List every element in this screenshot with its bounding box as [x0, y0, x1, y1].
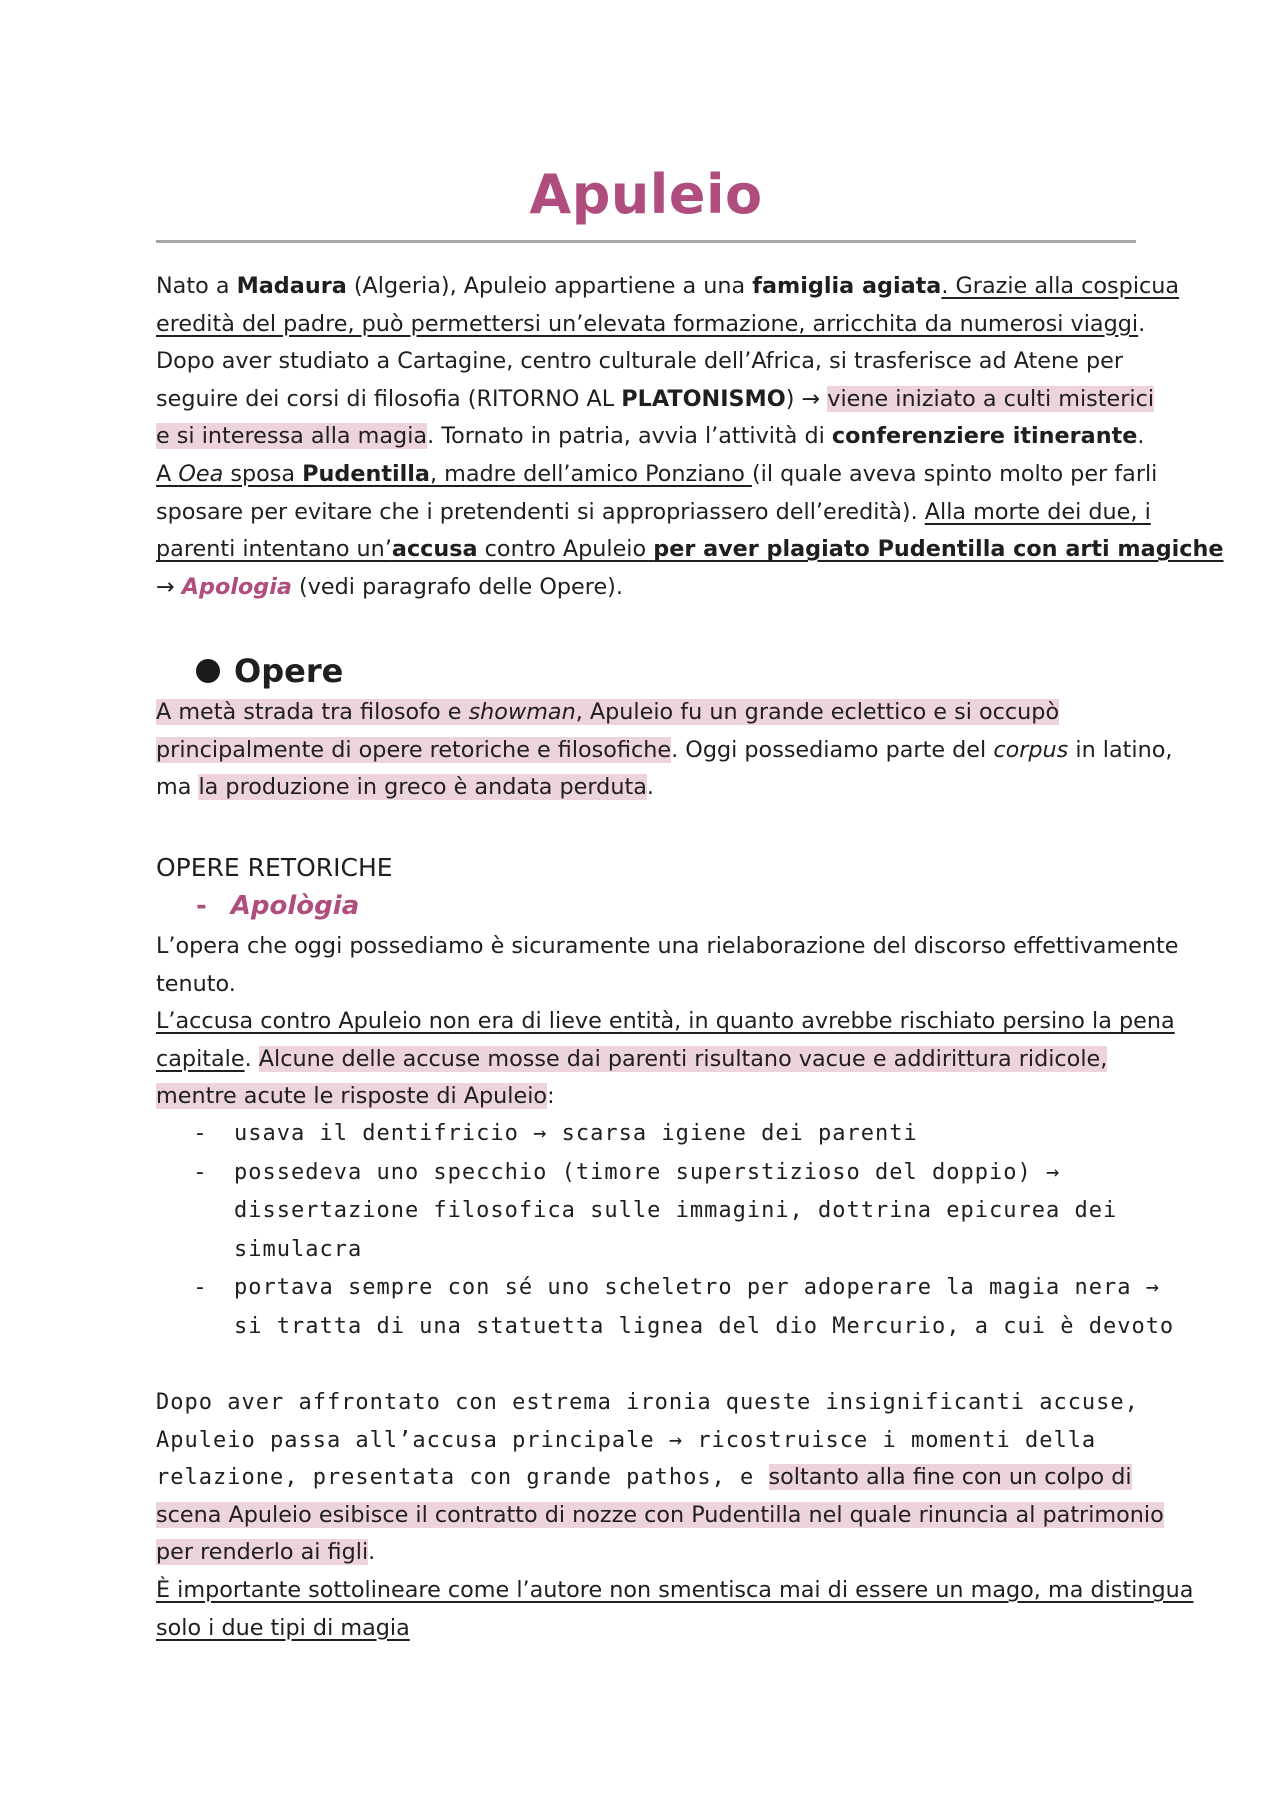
section-heading-text: Opere [234, 652, 344, 690]
apologia-line-1 [156, 928, 1179, 966]
text: (vedi paragrafo delle Opere). [291, 573, 623, 600]
closing-line-6 [156, 1572, 1194, 1610]
list-item [156, 1269, 1175, 1346]
list-dash: - [196, 1275, 205, 1300]
subsection-item-text: Apològia [230, 891, 360, 921]
text-bold: Pudentilla [302, 460, 430, 487]
text-underlined: L’accusa contro Apuleio non era di lieve entità, in quanto avrebbe rischiato persino la pena [156, 1008, 1175, 1035]
intro-line-7 [156, 494, 1151, 532]
text-italic: corpus [993, 736, 1069, 763]
text-highlighted: per renderlo ai figli [156, 1539, 369, 1566]
closing-line-4 [156, 1497, 1164, 1535]
text: → [156, 573, 182, 600]
intro-paragraph [156, 268, 1224, 606]
list-item-line [156, 1115, 1146, 1154]
text: A metà strada tra filosofo e [156, 699, 469, 725]
intro-line-8 [156, 531, 1224, 569]
text: seguire dei corsi di filosofia (RITORNO AL [156, 385, 622, 412]
section-heading-opere [196, 651, 343, 691]
list-item-line [156, 1269, 1160, 1308]
text-underlined: Alla morte dei due, i [924, 498, 1151, 525]
closing-line-3 [156, 1459, 1146, 1497]
list-item [156, 1154, 1146, 1270]
text-highlighted: e si interessa alla magia [156, 423, 428, 450]
text-bold: famiglia agiata [752, 273, 942, 299]
text: (il quale aveva spinto molto per farli [751, 460, 1158, 487]
intro-line-4 [156, 381, 1155, 419]
text: A [156, 460, 179, 487]
text-highlighted: la produzione in greco è andata perduta [198, 774, 647, 801]
text: parenti intentano un’ [156, 536, 392, 563]
text: simulacra [234, 1236, 363, 1262]
text-highlighted: principalmente di opere retoriche e filosofiche [156, 736, 672, 763]
intro-line-2 [156, 306, 1146, 344]
bullet-icon [196, 659, 220, 683]
text: relazione, presentata con grande pathos, e [156, 1465, 769, 1491]
text: . [1138, 310, 1146, 337]
text: possedeva uno specchio (timore superstizioso del doppio) → [234, 1159, 1061, 1185]
list-item-line [156, 1154, 1146, 1193]
text: sposare per evitare che i pretendenti si appropriassero dell’eredità). [156, 498, 925, 525]
text-underlined: solo i due tipi di magia [156, 1614, 410, 1641]
text: tenuto. [156, 970, 236, 997]
apologia-line-5 [156, 1078, 1146, 1116]
text-highlighted: viene iniziato a culti misterici [827, 385, 1155, 412]
text-highlighted: soltanto alla fine con un colpo di [768, 1464, 1132, 1491]
intro-line-1 [156, 268, 1180, 306]
text-underlined [156, 461, 752, 487]
text: . [646, 774, 654, 801]
apologia-line-3 [156, 1003, 1175, 1041]
text-underlined [156, 536, 1224, 562]
list-item [156, 1115, 1146, 1154]
closing-line-1 [156, 1384, 1146, 1422]
apologia-line-4 [156, 1041, 1146, 1079]
text-highlighted: mentre acute le risposte di Apuleio [156, 1083, 548, 1110]
text-bold: per aver plagiato Pudentilla con arti magiche [653, 536, 1224, 563]
list-dash: - [196, 1159, 205, 1185]
text: , madre dell’amico Ponziano [429, 460, 752, 487]
text-highlighted: scena Apuleio esibisce il contratto di nozze con Pudentilla nel quale rinuncia al patrimonio [156, 1501, 1164, 1528]
text-highlighted: Alcune delle accuse mosse dai parenti risultano vacue e addirittura ridicole, [258, 1045, 1108, 1072]
list-item-line [156, 1308, 1175, 1347]
opere-line-1 [156, 694, 1146, 732]
text: Dopo aver studiato a Cartagine, centro culturale dell’Africa, si trasferisce ad Atene per [156, 348, 1123, 375]
text: portava sempre con sé uno scheletro per adoperare la magia nera → [234, 1275, 1160, 1300]
closing-paragraph [156, 1384, 1194, 1647]
list-dash: - [196, 1121, 205, 1146]
text-underlined: capitale [156, 1045, 245, 1072]
apologia-line-2 [156, 966, 1146, 1004]
intro-line-5 [156, 418, 1146, 456]
text: . Tornato in patria, avvia l’attività di [427, 423, 832, 450]
text-bold: Madaura [236, 273, 347, 299]
text: si tratta di una statuetta lignea del dio Mercurio, a cui è devoto [234, 1313, 1175, 1339]
subsection-label: OPERE RETORICHE [156, 853, 393, 882]
text-italic: showman [468, 699, 576, 725]
text-highlighted [156, 699, 1059, 725]
list-item-line [156, 1192, 1146, 1231]
opere-line-2 [156, 732, 1173, 770]
text: , Apuleio fu un grande eclettico e si occupò [575, 699, 1060, 725]
closing-line-2 [156, 1422, 1146, 1460]
text-bold: accusa [391, 536, 478, 563]
text: ma [156, 774, 199, 801]
opere-line-3 [156, 769, 1146, 807]
text-underlined: eredità del padre, può permettersi un’elevata formazione, arricchita da numerosi viaggi [156, 310, 1139, 337]
text-italic: Oea [178, 460, 224, 487]
list-item-line [156, 1231, 1146, 1270]
text: (Algeria), Apuleio appartiene a una [346, 273, 753, 299]
accuse-list [156, 1115, 1175, 1346]
text: . [1137, 423, 1145, 450]
apologia-paragraph [156, 928, 1179, 1116]
text: usava il dentifricio → scarsa igiene dei parenti [234, 1121, 918, 1146]
title-divider [156, 240, 1136, 243]
opere-paragraph [156, 694, 1173, 807]
text: Nato a [156, 273, 237, 299]
text-bold: PLATONISMO [621, 385, 786, 412]
closing-line-7 [156, 1610, 1146, 1648]
text: . Oggi possediamo parte del [671, 736, 994, 763]
text: : [547, 1083, 555, 1110]
text-underlined: . Grazie alla cospicua [941, 273, 1180, 299]
text: ) → [785, 385, 828, 412]
text: sposa [223, 460, 303, 487]
intro-line-6 [156, 456, 1158, 494]
text: . [244, 1045, 259, 1072]
text: dissertazione filosofica sulle immagini, dottrina epicurea dei [234, 1198, 1118, 1223]
text-underlined: È importante sottolineare come l’autore non smentisca mai di essere un mago, ma distingua [156, 1576, 1194, 1603]
text: in latino, [1068, 736, 1173, 763]
text: contro Apuleio [477, 536, 654, 563]
apologia-reference: Apologia [181, 573, 292, 600]
text-bold: conferenziere itinerante [831, 423, 1138, 450]
text: . [368, 1539, 376, 1566]
text: Dopo aver affrontato con estrema ironia queste insignificanti accuse, [156, 1390, 1139, 1415]
dash-marker: - [196, 891, 207, 921]
intro-line-3 [156, 343, 1146, 381]
page-title: Apuleio [529, 163, 763, 226]
text: Apuleio passa all’accusa principale → ricostruisce i momenti della [156, 1427, 1097, 1453]
closing-line-5 [156, 1534, 1146, 1572]
text: L’opera che oggi possediamo è sicuramente una rielaborazione del discorso effettivamente [156, 933, 1179, 959]
subsection-item-apologia [196, 888, 359, 924]
intro-line-9 [156, 569, 1146, 607]
